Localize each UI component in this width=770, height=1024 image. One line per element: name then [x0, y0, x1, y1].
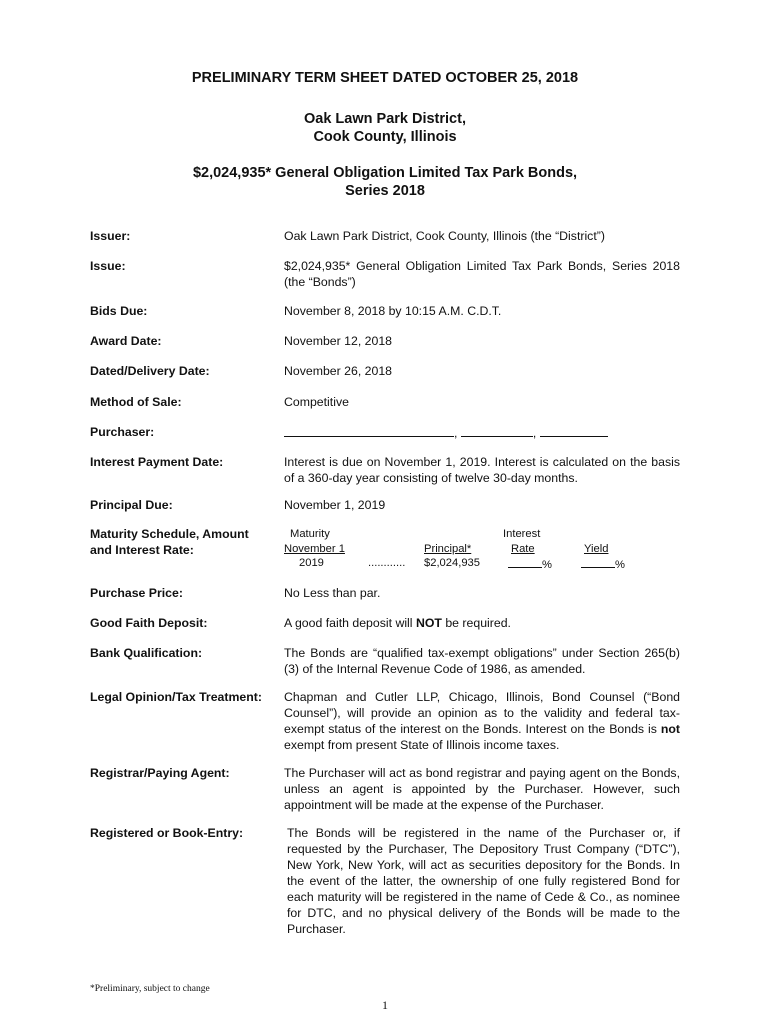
issuer-label: Issuer: — [90, 229, 131, 243]
legal-opinion-text-post: exempt from present State of Illinois income taxes. — [284, 738, 560, 752]
dated-delivery-value: November 26, 2018 — [284, 364, 393, 378]
issue-label: Issue: — [90, 259, 126, 273]
interest-col-header-1: Interest — [503, 528, 541, 540]
principal-col-header: Principal* — [424, 543, 472, 555]
purchaser-state-blank — [540, 424, 608, 437]
yield-suffix: % — [615, 559, 625, 571]
leader-dots: ............ — [368, 557, 406, 569]
rate-cell — [508, 556, 552, 572]
good-faith-deposit-value — [284, 615, 680, 631]
registered-label: Registered or Book-Entry: — [90, 826, 244, 840]
principal-amount-cell: $2,024,935 — [424, 557, 480, 569]
issue-heading-line2: Series 2018 — [345, 183, 425, 199]
purchaser-blanks — [284, 424, 680, 441]
good-faith-text-pre: A good faith deposit will — [284, 616, 416, 630]
bids-due-value: November 8, 2018 by 10:15 A.M. C.D.T. — [284, 304, 502, 318]
principal-due-label: Principal Due: — [90, 498, 173, 512]
purchaser-label: Purchaser: — [90, 425, 155, 439]
registered-value: The Bonds will be registered in the name of the Purchaser or, if requested by the Purchaser, The Depository Trust Company (“DTC”), New York, New York, will act as securities depository for the Bonds. In the event of the latter, the ownership of one fully registered Bond for each maturity will be registered in the name of Cede & Co., as nominee for DTC, and no physical delivery of the Bonds will be made to the Purchaser. — [287, 826, 680, 936]
page-number: 1 — [382, 998, 388, 1012]
rate-blank — [508, 556, 542, 568]
rate-col-header: Rate — [511, 543, 535, 555]
maturity-col-header-1: Maturity — [290, 528, 330, 540]
legal-opinion-label: Legal Opinion/Tax Treatment: — [90, 690, 262, 704]
document-title: PRELIMINARY TERM SHEET DATED OCTOBER 25, 2018 — [191, 70, 579, 86]
interest-payment-date-value: Interest is due on November 1, 2019. Interest is calculated on the basis of a 360-day year consisting of twelve 30-day months. — [284, 455, 680, 485]
purchaser-separator-2: , — [532, 426, 537, 440]
yield-cell — [581, 556, 625, 572]
bank-qualification-label: Bank Qualification: — [90, 646, 203, 660]
registrar-value: The Purchaser will act as bond registrar and paying agent on the Bonds, unless an agent is appointed by the Purchaser. However, such appointment will be made at the expense of the Purchaser. — [284, 766, 680, 812]
method-of-sale-label: Method of Sale: — [90, 395, 182, 409]
good-faith-deposit-label: Good Faith Deposit: — [90, 616, 208, 630]
method-of-sale-value: Competitive — [284, 395, 349, 409]
legal-opinion-emphasis: not — [660, 722, 680, 736]
bids-due-label: Bids Due: — [90, 304, 148, 318]
preliminary-footnote: *Preliminary, subject to change — [90, 984, 210, 994]
legal-opinion-text-pre: Chapman and Cutler LLP, Chicago, Illinois, Bond Counsel (“Bond Counsel”), will provide an opinion as to the validity and federal tax-exempt status of the interest on the Bonds. Interest on the Bonds is — [284, 690, 680, 736]
yield-col-header: Yield — [584, 543, 609, 555]
issue-value: $2,024,935* General Obligation Limited Tax Park Bonds, Series 2018 (the “Bonds”) — [284, 259, 680, 289]
good-faith-emphasis: NOT — [415, 616, 442, 630]
issuer-value: Oak Lawn Park District, Cook County, Illinois (the “District”) — [284, 229, 605, 243]
purchaser-name-blank — [284, 424, 454, 437]
good-faith-text-post: be required. — [441, 616, 511, 630]
award-date-label: Award Date: — [90, 334, 162, 348]
rate-suffix: % — [542, 559, 552, 571]
yield-blank — [581, 556, 615, 568]
dated-delivery-label: Dated/Delivery Date: — [90, 364, 210, 378]
award-date-value: November 12, 2018 — [284, 334, 393, 348]
purchaser-separator-1: , — [454, 426, 458, 440]
issue-heading-line1: $2,024,935* General Obligation Limited Tax Park Bonds, — [192, 165, 578, 181]
maturity-schedule-label-line1: Maturity Schedule, Amount — [90, 527, 249, 541]
purchaser-city-blank — [461, 424, 533, 437]
maturity-schedule-label-line2: and Interest Rate: — [90, 543, 194, 557]
registrar-label: Registrar/Paying Agent: — [90, 766, 230, 780]
principal-due-value: November 1, 2019 — [284, 498, 386, 512]
legal-opinion-value — [284, 689, 680, 753]
interest-payment-date-label: Interest Payment Date: — [90, 455, 224, 469]
maturity-year-cell: 2019 — [299, 557, 324, 569]
bank-qualification-value: The Bonds are “qualified tax-exempt obligations” under Section 265(b)(3) of the Internal Revenue Code of 1986, as amended. — [284, 646, 680, 676]
issuer-heading-line1: Oak Lawn Park District, — [304, 111, 466, 127]
purchase-price-label: Purchase Price: — [90, 586, 183, 600]
issuer-heading-line2: Cook County, Illinois — [313, 129, 457, 145]
purchase-price-value: No Less than par. — [284, 586, 381, 600]
maturity-col-header-2: November 1 — [284, 543, 345, 555]
